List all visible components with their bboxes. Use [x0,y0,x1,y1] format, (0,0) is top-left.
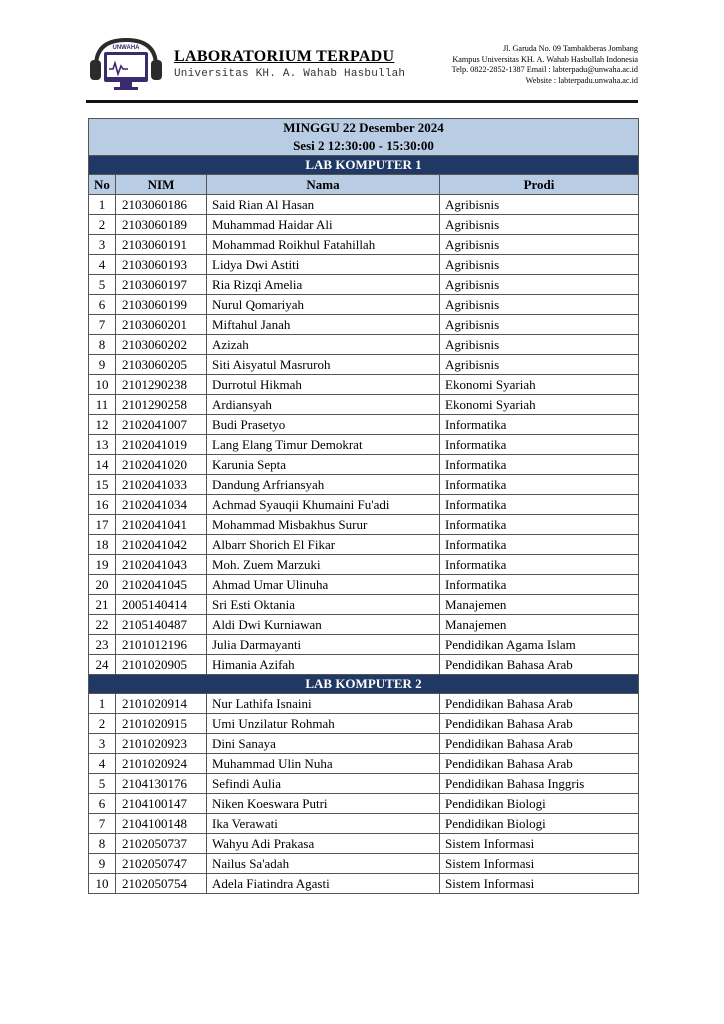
row-number: 8 [89,335,116,355]
student-nim: 2102041043 [116,555,207,575]
student-nim: 2102050754 [116,874,207,894]
address-line: Jl. Garuda No. 09 Tambakberas Jombang [502,44,638,53]
address-line: Kampus Universitas KH. A. Wahab Hasbullah Indonesia [452,54,638,64]
table-row [89,575,639,595]
row-number: 15 [89,475,116,495]
table-row [89,635,639,655]
column-header-nim: NIM [116,175,207,195]
table-row [89,215,639,235]
student-nim: 2103060197 [116,275,207,295]
student-nim: 2102041042 [116,535,207,555]
table-row [89,435,639,455]
table-row [89,555,639,575]
study-program: Agribisnis [440,335,639,355]
study-program: Informatika [440,495,639,515]
row-number: 3 [89,734,116,754]
student-nim: 2102041007 [116,415,207,435]
schedule-session: Sesi 2 12:30:00 - 15:30:00 [89,137,639,156]
table-row [89,315,639,335]
student-name: Siti Aisyatul Masruroh [207,355,440,375]
student-nim: 2102050747 [116,854,207,874]
student-name: Dini Sanaya [207,734,440,754]
study-program: Pendidikan Bahasa Arab [440,694,639,714]
table-row [89,734,639,754]
student-nim: 2102041041 [116,515,207,535]
student-name: Nailus Sa'adah [207,854,440,874]
student-nim: 2102041033 [116,475,207,495]
student-nim: 2101020924 [116,754,207,774]
session-row [89,137,639,156]
row-number: 24 [89,655,116,675]
row-number: 5 [89,774,116,794]
student-name: Azizah [207,335,440,355]
study-program: Pendidikan Bahasa Inggris [440,774,639,794]
table-row [89,475,639,495]
study-program: Informatika [440,415,639,435]
study-program: Manajemen [440,595,639,615]
student-nim: 2101020923 [116,734,207,754]
study-program: Agribisnis [440,195,639,215]
study-program: Informatika [440,435,639,455]
table-row [89,774,639,794]
student-name: Nur Lathifa Isnaini [207,694,440,714]
address-block [452,44,638,86]
student-name: Aldi Dwi Kurniawan [207,615,440,635]
table-row [89,275,639,295]
study-program: Ekonomi Syariah [440,395,639,415]
student-name: Muhammad Ulin Nuha [207,754,440,774]
table-row [89,235,639,255]
table-row [89,335,639,355]
table-row [89,714,639,734]
row-number: 4 [89,754,116,774]
study-program: Informatika [440,475,639,495]
student-name: Ahmad Umar Ulinuha [207,575,440,595]
row-number: 17 [89,515,116,535]
student-nim: 2101020905 [116,655,207,675]
study-program: Ekonomi Syariah [440,375,639,395]
row-number: 14 [89,455,116,475]
table-row [89,515,639,535]
row-number: 11 [89,395,116,415]
study-program: Pendidikan Bahasa Arab [440,714,639,734]
study-program: Pendidikan Biologi [440,794,639,814]
table-row [89,355,639,375]
student-name: Julia Darmayanti [207,635,440,655]
student-name: Durrotul Hikmah [207,375,440,395]
row-number: 9 [89,355,116,375]
student-name: Niken Koeswara Putri [207,794,440,814]
table-row [89,255,639,275]
student-name: Nurul Qomariyah [207,295,440,315]
student-nim: 2005140414 [116,595,207,615]
study-program: Pendidikan Agama Islam [440,635,639,655]
study-program: Informatika [440,535,639,555]
university-name: Universitas KH. A. Wahab Hasbullah [174,68,406,80]
student-name: Budi Prasetyo [207,415,440,435]
row-number: 9 [89,854,116,874]
student-nim: 2102050737 [116,834,207,854]
study-program: Agribisnis [440,215,639,235]
student-name: Mohammad Misbakhus Surur [207,515,440,535]
row-number: 23 [89,635,116,655]
student-name: Miftahul Janah [207,315,440,335]
study-program: Informatika [440,515,639,535]
student-name: Sefindi Aulia [207,774,440,794]
table-row [89,694,639,714]
study-program: Agribisnis [440,295,639,315]
column-header-no: No [89,175,116,195]
row-number: 1 [89,195,116,215]
study-program: Informatika [440,575,639,595]
study-program: Pendidikan Bahasa Arab [440,734,639,754]
study-program: Sistem Informasi [440,854,639,874]
date-row [89,119,639,138]
study-program: Sistem Informasi [440,874,639,894]
letterhead [86,34,638,104]
study-program: Agribisnis [440,235,639,255]
student-name: Dandung Arfriansyah [207,475,440,495]
student-nim: 2105140487 [116,615,207,635]
student-nim: 2103060199 [116,295,207,315]
study-program: Agribisnis [440,355,639,375]
student-name: Mohammad Roikhul Fatahillah [207,235,440,255]
row-number: 13 [89,435,116,455]
student-name: Ria Rizqi Amelia [207,275,440,295]
study-program: Pendidikan Bahasa Arab [440,655,639,675]
student-nim: 2102041034 [116,495,207,515]
schedule-table [88,118,639,894]
table-row [89,615,639,635]
headphones-monitor-icon [86,36,166,96]
student-name: Moh. Zuem Marzuki [207,555,440,575]
address-line: Website : labterpadu.unwaha.ac.id [525,75,638,85]
study-program: Informatika [440,555,639,575]
student-nim: 2103060191 [116,235,207,255]
study-program: Sistem Informasi [440,834,639,854]
study-program: Agribisnis [440,315,639,335]
student-nim: 2103060186 [116,195,207,215]
row-number: 2 [89,215,116,235]
lab-banner-row [89,675,639,694]
table-row [89,854,639,874]
study-program: Agribisnis [440,255,639,275]
header-divider [86,100,638,103]
student-nim: 2103060189 [116,215,207,235]
column-header-row [89,175,639,195]
table-row [89,655,639,675]
row-number: 10 [89,874,116,894]
row-number: 6 [89,295,116,315]
row-number: 19 [89,555,116,575]
student-name: Ika Verawati [207,814,440,834]
student-nim: 2101012196 [116,635,207,655]
table-row [89,595,639,615]
table-row [89,375,639,395]
table-row [89,395,639,415]
student-name: Himania Azifah [207,655,440,675]
student-nim: 2101020914 [116,694,207,714]
student-nim: 2103060205 [116,355,207,375]
student-nim: 2103060202 [116,335,207,355]
student-name: Ardiansyah [207,395,440,415]
lab-banner-row [89,156,639,175]
student-name: Adela Fiatindra Agasti [207,874,440,894]
student-name: Lang Elang Timur Demokrat [207,435,440,455]
student-name: Said Rian Al Hasan [207,195,440,215]
student-nim: 2103060193 [116,255,207,275]
student-name: Karunia Septa [207,455,440,475]
row-number: 12 [89,415,116,435]
student-nim: 2102041045 [116,575,207,595]
table-row [89,834,639,854]
row-number: 6 [89,794,116,814]
row-number: 21 [89,595,116,615]
lab-title: LABORATORIUM TERPADU [174,48,395,65]
row-number: 10 [89,375,116,395]
row-number: 7 [89,814,116,834]
study-program: Informatika [440,455,639,475]
table-row [89,195,639,215]
table-row [89,794,639,814]
student-name: Muhammad Haidar Ali [207,215,440,235]
table-row [89,814,639,834]
row-number: 20 [89,575,116,595]
row-number: 18 [89,535,116,555]
table-row [89,295,639,315]
row-number: 2 [89,714,116,734]
lab-name: LAB KOMPUTER 2 [89,675,639,694]
logo-text: UNWAHA [112,45,140,51]
row-number: 1 [89,694,116,714]
row-number: 5 [89,275,116,295]
student-nim: 2104100148 [116,814,207,834]
table-row [89,495,639,515]
student-nim: 2102041020 [116,455,207,475]
student-name: Achmad Syauqii Khumaini Fu'adi [207,495,440,515]
study-program: Pendidikan Bahasa Arab [440,754,639,774]
student-nim: 2101290238 [116,375,207,395]
row-number: 8 [89,834,116,854]
column-header-prodi: Prodi [440,175,639,195]
lab-name: LAB KOMPUTER 1 [89,156,639,175]
study-program: Manajemen [440,615,639,635]
study-program: Pendidikan Biologi [440,814,639,834]
table-row [89,874,639,894]
row-number: 7 [89,315,116,335]
student-nim: 2101020915 [116,714,207,734]
table-row [89,535,639,555]
student-nim: 2101290258 [116,395,207,415]
student-nim: 2104100147 [116,794,207,814]
column-header-nama: Nama [207,175,440,195]
student-name: Lidya Dwi Astiti [207,255,440,275]
address-line: Telp. 0822-2852-1387 Email : labterpadu@unwaha.ac.id [451,65,638,75]
student-name: Wahyu Adi Prakasa [207,834,440,854]
row-number: 3 [89,235,116,255]
row-number: 4 [89,255,116,275]
schedule-date: MINGGU 22 Desember 2024 [89,119,639,138]
student-nim: 2102041019 [116,435,207,455]
row-number: 22 [89,615,116,635]
student-name: Albarr Shorich El Fikar [207,535,440,555]
table-row [89,415,639,435]
table-row [89,754,639,774]
row-number: 16 [89,495,116,515]
study-program: Agribisnis [440,275,639,295]
student-nim: 2103060201 [116,315,207,335]
student-nim: 2104130176 [116,774,207,794]
student-name: Umi Unzilatur Rohmah [207,714,440,734]
student-name: Sri Esti Oktania [207,595,440,615]
table-row [89,455,639,475]
